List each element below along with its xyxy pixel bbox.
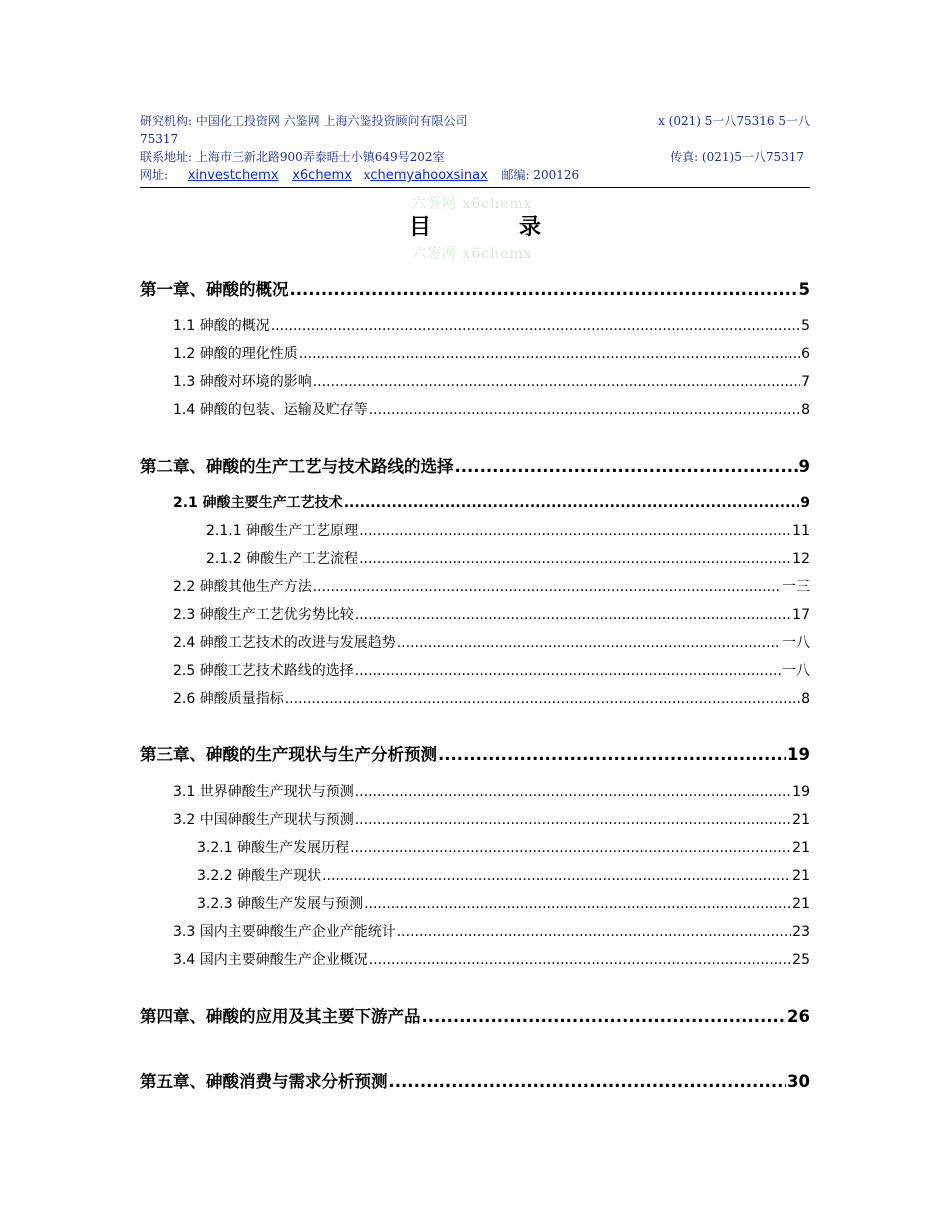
toc-section-3-2-3[interactable]: 3.2.3 砷酸生产发展与预测 ..... 21 [197,893,810,913]
toc-chapter-3[interactable]: 第三章、砷酸的生产现状与生产分析预测 ..... 19 [140,741,810,765]
toc-section-3-4[interactable]: 3.4 国内主要砷酸生产企业概况 ..... 25 [173,949,810,969]
toc-section-3-3[interactable]: 3.3 国内主要砷酸生产企业产能统计 ..... 23 [173,921,810,941]
toc-section-1-1[interactable]: 1.1 砷酸的概况 ..... 5 [173,315,810,335]
toc-section-2-6[interactable]: 2.6 砷酸质量指标 ..... 8 [173,688,810,708]
postcode: 邮编: 200126 [501,168,580,182]
website-label: 网址: [140,168,172,182]
toc-section-2-1[interactable]: 2.1 砷酸主要生产工艺技术 ..... 9 [173,492,810,512]
toc-chapter-2[interactable]: 第二章、砷酸的生产工艺与技术路线的选择 ..... 9 [140,453,810,477]
toc-section-3-1[interactable]: 3.1 世界砷酸生产现状与预测 ..... 19 [173,781,810,801]
toc-section-1-3[interactable]: 1.3 砷酸对环境的影响 ..... 7 [173,371,810,391]
toc-section-2-2[interactable]: 2.2 砷酸其他生产方法 ..... 一三 [173,576,810,596]
phone-number: x (021) 5一八75316 5一八 [658,114,810,128]
toc-section-2-1-1[interactable]: 2.1.1 砷酸生产工艺原理 ..... 11 [206,520,810,540]
website-link-3-prefix: x [363,168,371,182]
toc-section-2-5[interactable]: 2.5 砷酸工艺技术路线的选择 ..... 一八 [173,660,810,680]
toc-title-char-2: 录 [519,215,542,240]
watermark-bottom: 六鉴网 x6chemx [412,246,533,262]
toc-section-3-2-1[interactable]: 3.2.1 砷酸生产发展历程 ..... 21 [197,837,810,857]
toc-section-1-4[interactable]: 1.4 砷酸的包装、运输及贮存等 ..... 8 [173,399,810,419]
header-line-1 [140,112,810,130]
toc-section-2-3[interactable]: 2.3 砷酸生产工艺优劣势比较 ..... 17 [173,604,810,624]
toc-chapter-4[interactable]: 第四章、砷酸的应用及其主要下游产品 ..... 26 [140,1003,810,1027]
header-line-3 [140,166,810,185]
website-link-2[interactable]: x6chemx [292,168,352,183]
header-divider [140,187,810,188]
fax-number: 传真: (021)5一八75317 [670,150,804,164]
toc-chapter-1[interactable]: 第一章、砷酸的概况 ..... 5 [140,276,810,300]
toc-title-char-1: 目 [408,215,431,240]
toc-section-3-2[interactable]: 3.2 中国砷酸生产现状与预测 ..... 21 [173,809,810,829]
phone-number-wrap: 75317 [140,132,179,146]
contact-address: 联系地址: 上海市三新北路900弄泰晤士小镇649号202室 [140,150,445,164]
toc-section-1-2[interactable]: 1.2 砷酸的理化性质 ..... 6 [173,343,810,363]
website-link-3[interactable]: chemyahooxsinax [370,168,488,183]
document-header [140,112,810,185]
toc-section-2-4[interactable]: 2.4 砷酸工艺技术的改进与发展趋势 ..... 一八 [173,632,810,652]
toc-section-2-1-2[interactable]: 2.1.2 砷酸生产工艺流程 ..... 12 [206,548,810,568]
toc-title [0,210,950,241]
website-link-1[interactable]: xinvestchemx [187,168,279,183]
header-line-2 [140,148,810,166]
toc-section-3-2-2[interactable]: 3.2.2 砷酸生产现状 ..... 21 [197,865,810,885]
research-institution: 研究机构: 中国化工投资网 六鉴网 上海六鉴投资顾问有限公司 [140,114,468,128]
toc-chapter-5[interactable]: 第五章、砷酸消费与需求分析预测 ..... 30 [140,1068,810,1092]
watermark-top: 六鉴网 x6chemx [412,196,533,212]
